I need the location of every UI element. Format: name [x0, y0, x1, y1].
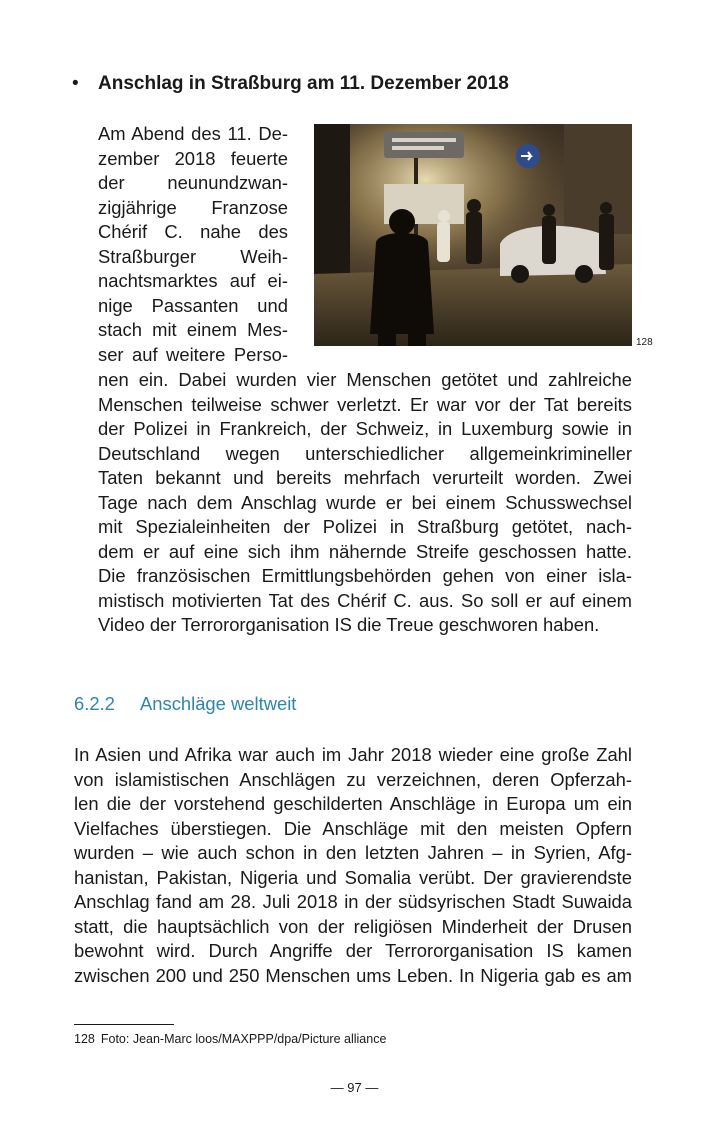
- footnote-number: 128: [74, 1032, 95, 1046]
- bullet-heading: [72, 70, 642, 98]
- news-photo: [314, 124, 632, 346]
- full-width-paragraph: [98, 368, 632, 638]
- heading-text: Anschlag in Straßburg am 11. Dezember 2018: [98, 73, 509, 94]
- paragraph-line: zigjährige Franzose: [98, 196, 288, 218]
- paragraph-line: zember 2018 feuerte: [98, 147, 288, 169]
- wrapped-paragraph: [98, 122, 288, 367]
- page-number: — 97 —: [330, 1080, 379, 1095]
- paragraph-line: nachtsmarktes auf ei-: [98, 270, 288, 291]
- paragraph-line: Am Abend des 11. De-: [98, 123, 288, 144]
- paragraph-line: ser auf weitere Perso-: [98, 343, 288, 365]
- section-title: Anschläge weltweit: [140, 693, 297, 714]
- photo-footnote-ref: 128: [636, 337, 653, 348]
- paragraph-line: Menschen teilweise schwer verletzt. Er war vor der Tat bereits: [98, 393, 632, 415]
- footnote: [74, 1032, 386, 1046]
- paragraph-line: nige Passanten und: [98, 294, 288, 316]
- paragraph-line: Deutschland wegen unterschiedlicher allgemeinkrimineller: [98, 442, 632, 464]
- paragraph-line: wurden – wie auch schon in den letzten Jahren – in Syrien, Afg-: [74, 842, 632, 863]
- paragraph-line: mistisch motivierten Tat des Chérif C. aus. So soll er auf einem: [98, 589, 632, 611]
- paragraph-line: Vielfaches überstiegen. Die Anschläge mit den meisten Opfern: [74, 817, 632, 839]
- paragraph-line: statt, die hauptsächlich von der religiösen Minderheit der Drusen: [74, 915, 632, 937]
- paragraph-line: zwischen 200 und 250 Menschen ums Leben. In Nigeria gab es am: [74, 964, 632, 986]
- paragraph-line: Anschlag fand am 28. Juli 2018 in der südsyrischen Stadt Suwaida: [74, 891, 632, 912]
- paragraph-line: Video der Terrororganisation IS die Treue geschworen haben.: [98, 614, 600, 635]
- paragraph-line: hanistan, Pakistan, Nigeria und Somalia verübt. Der gravierendste: [74, 866, 632, 888]
- paragraph-line: In Asien und Afrika war auch im Jahr 2018 wieder eine große Zahl: [74, 744, 632, 765]
- footnote-divider: [74, 1024, 174, 1025]
- paragraph-line: bewohnt wird. Durch Angriffe der Terrororganisation IS kamen: [74, 940, 632, 961]
- paragraph-line: Die französischen Ermittlungsbehörden gehen von einer isla-: [98, 565, 632, 586]
- paragraph-line: von islamistischen Anschlägen zu verzeichnen, deren Opferzah-: [74, 768, 632, 790]
- footnote-text: Foto: Jean-Marc loos/MAXPPP/dpa/Picture alliance: [100, 1032, 387, 1046]
- paragraph-line: Taten bekannt und bereits mehrfach verurteilt worden. Zwei: [98, 467, 632, 488]
- paragraph-line: der Polizei in Frankreich, der Schweiz, in Luxemburg sowie in: [98, 418, 632, 439]
- paragraph-line: nen ein. Dabei wurden vier Menschen getötet und zahlreiche: [98, 369, 632, 390]
- paragraph-line: Tage nach dem Anschlag wurde er bei einem Schusswechsel: [98, 491, 632, 513]
- paragraph-line: mit Spezialeinheiten der Polizei in Straßburg getötet, nach-: [98, 516, 632, 537]
- paragraph-line: Straßburger Weih-: [98, 245, 288, 267]
- paragraph-line: dem er auf eine sich ihm nähernde Streife geschossen hatte.: [98, 540, 632, 562]
- paragraph-line: stach mit einem Mes-: [98, 319, 288, 340]
- section-number: 6.2.2: [74, 693, 115, 714]
- paragraph-line: Chérif C. nahe des: [98, 221, 288, 242]
- section-heading: [74, 693, 296, 715]
- section-paragraph: [74, 743, 632, 988]
- night-scene-illustration: [314, 124, 632, 346]
- bullet-symbol: •: [72, 73, 79, 94]
- paragraph-line: der neunundzwan-: [98, 172, 288, 193]
- paragraph-line: len die der vorstehend geschilderten Anschläge in Europa um ein: [74, 793, 632, 814]
